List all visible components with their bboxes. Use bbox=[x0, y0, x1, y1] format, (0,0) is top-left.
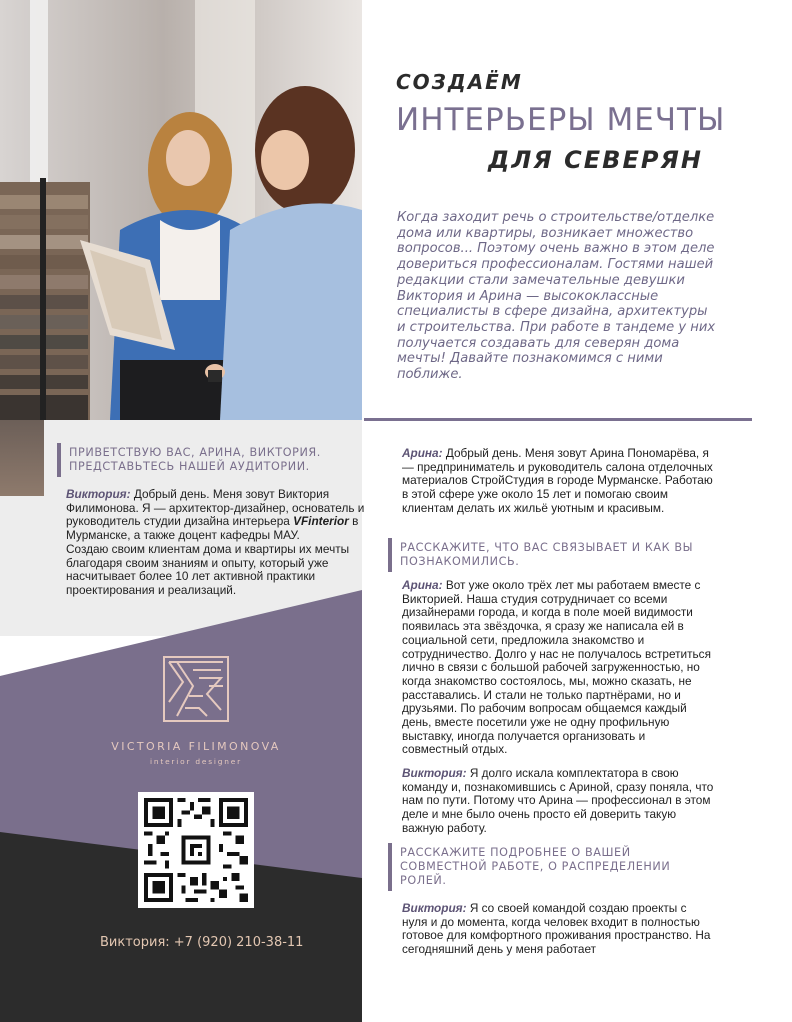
title-line-1: СОЗДАЁМ bbox=[396, 70, 523, 94]
section-heading-acquaintance: РАССКАЖИТЕ, ЧТО ВАС СВЯЗЫВАЕТ И КАК ВЫ ПОЗНАКОМИЛИСЬ. bbox=[388, 538, 708, 572]
title-line-2: ИНТЕРЬЕРЫ МЕЧТЫ bbox=[396, 102, 726, 138]
answer-viktoria-3 bbox=[402, 902, 714, 957]
title-line-3: ДЛЯ СЕВЕРЯН bbox=[488, 146, 703, 174]
speaker-label: Виктория: bbox=[66, 487, 131, 501]
intro-text: Когда заходит речь о строительстве/отделке дома или квартиры, возникает множество вопросов... Поэтому очень важно в этом деле довериться профессионалам. Гостями нашей редакции стали замечательные девушки Виктория и Арина — высококлассные специалисты в сфере дизайна, архитектуры и строительства. При работе в тандеме у них получается создавать для северян дома мечты! Давайте познакомимся с ними поближе. bbox=[397, 210, 716, 383]
contact-phone[interactable]: Виктория: +7 (920) 210-38-11 bbox=[100, 935, 304, 950]
section-heading-roles: РАССКАЖИТЕ ПОДРОБНЕЕ О ВАШЕЙ СОВМЕСТНОЙ РАБОТЕ, О РАСПРЕДЕЛЕНИИ РОЛЕЙ. bbox=[388, 843, 708, 891]
answer-text: Создаю своим клиентам дома и квартиры их мечты благодаря своим знаниям и опыту, который уже насчитывает более 10 лет активной практики проектирования и реализаций. bbox=[66, 541, 350, 597]
answer-text: Я со своей командой создаю проекты с нуля и до момента, когда человек входит в полностью готовое для комфортного проживания пространство. На сегодняшний день у меня работает bbox=[402, 901, 711, 957]
speaker-label: Виктория: bbox=[402, 901, 467, 915]
answer-arina-1 bbox=[402, 447, 714, 516]
answer-text: Добрый день. Меня зовут Арина Пономарёва, я — предприниматель и руководитель салона отделочных материалов СтройСтудия в городе Мурманске. Работаю в этой сфере уже около 15 лет и помогаю своим клиентам делать их жильё уютным и красивым. bbox=[402, 446, 713, 515]
answer-text: Добрый день. Меня зовут Виктория Филимонова. Я — архитектор-дизайнер, основатель и руководитель студии дизайна интерьера bbox=[66, 487, 365, 529]
brand-mention: VFinterior bbox=[293, 514, 349, 529]
speaker-label: Арина: bbox=[402, 578, 443, 592]
qr-code[interactable] bbox=[138, 792, 254, 908]
answer-viktoria-2 bbox=[402, 767, 714, 836]
brand-subtitle: interior designer bbox=[150, 757, 242, 766]
section-heading-intro: ПРИВЕТСТВУЮ ВАС, АРИНА, ВИКТОРИЯ. ПРЕДСТАВЬТЕСЬ НАШЕЙ АУДИТОРИИ. bbox=[57, 443, 347, 477]
photo-strip bbox=[0, 420, 44, 496]
vf-logo-icon bbox=[163, 656, 229, 722]
answer-viktoria-1 bbox=[66, 488, 366, 598]
speaker-label: Виктория: bbox=[402, 766, 467, 780]
answer-text: Вот уже около трёх лет мы работаем вместе с Викторией. Наша студия сотрудничает со всеми дизайнерами города, и когда в поле моей видимости появилась эта звёздочка, я сразу же написала ей в социальной сети, предложила знакомство и сотрудничество. Долго у нас не получалось встретиться лично в связи с большой рабочей загруженностью, но когда знакомство состоялось, мы, можно сказать, не расставались. И стали не только партнёрами, но и друзьями. По рабочим вопросам общаемся каждый день, вместе посетили уже не одну профильную выставку, иногда получается организовать и совместный отдых. bbox=[402, 578, 711, 757]
answer-arina-2 bbox=[402, 579, 714, 757]
hero-photo bbox=[0, 0, 362, 420]
speaker-label: Арина: bbox=[402, 446, 443, 460]
answer-text: в Мурманске, а также доцент кафедры МАУ. bbox=[66, 514, 359, 543]
brand-name: VICTORIA FILIMONOVA bbox=[111, 740, 281, 753]
title-block bbox=[396, 70, 776, 174]
divider-line bbox=[364, 418, 752, 421]
answer-text: Я долго искала комплектатора в свою команду и, познакомившись с Ариной, сразу поняла, что нам по пути. Потому что Арина — профессионал в этом деле и мне было очень просто ей доверить такую важную работу. bbox=[402, 766, 714, 835]
